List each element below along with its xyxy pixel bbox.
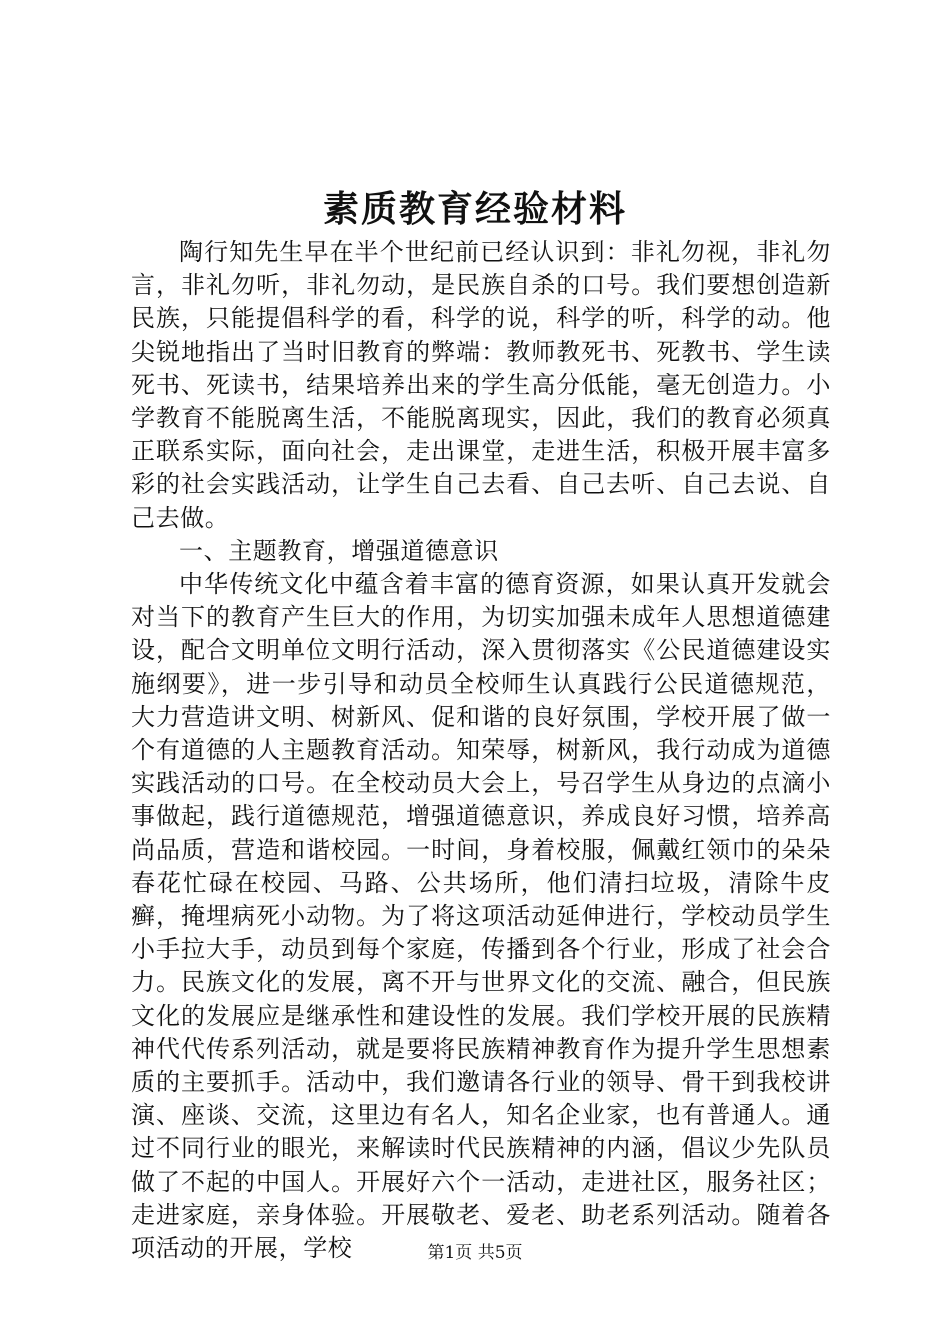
section-heading-1: 一、主题教育，增强道德意识 <box>179 536 499 565</box>
paragraph-intro: 陶行知先生早在半个世纪前已经认识到：非礼勿视，非礼勿言，非礼勿听，非礼勿动，是民族自杀的口号。我们要想创造新民族，只能提倡科学的看，科学的说，科学的听，科学的动。他尖锐地指出了当时旧教育的弊端：教师教死书、死教书、学生读死书、死读书，结果培养出来的学生高分低能，毫无创造力。小学教育不能脱离生活，不能脱离现实，因此，我们的教育必须真正联系实际，面向社会，走出课堂，走进生活，积极开展丰富多彩的社会实践活动，让学生自己去看、自己去听、自己去说、自己去做。 <box>131 238 831 532</box>
document-title: 素质教育经验材料 <box>322 188 627 230</box>
paragraph-section-1: 中华传统文化中蕴含着丰富的德育资源，如果认真开发就会对当下的教育产生巨大的作用，为切实加强未成年人思想道德建设，配合文明单位文明行活动，深入贯彻落实《公民道德建设实施纲要》，进一步引导和动员全校师生认真践行公民道德规范，大力营造讲文明、树新风、促和谐的良好氛围，学校开展了做一个有道德的人主题教育活动。知荣辱，树新风，我行动成为道德实践活动的口号。在全校动员大会上，号召学生从身边的点滴小事做起，践行道德规范，增强道德意识，养成良好习惯，培养高尚品质，营造和谐校园。一时间，身着校服，佩戴红领巾的朵朵春花忙碌在校园、马路、公共场所，他们清扫垃圾，清除牛皮癣，掩埋病死小动物。为了将这项活动延伸进行，学校动员学生小手拉大手，动员到每个家庭，传播到各个行业，形成了社会合力。民族文化的发展，离不开与世界文化的交流、融合，但民族文化的发展应是继承性和建设性的发展。我们学校开展的民族精神代代传系列活动，就是要将民族精神教育作为提升学生思想素质的主要抓手。活动中，我们邀请各行业的领导、骨干到我校讲演、座谈、交流，这里边有名人，知名企业家，也有普通人。通过不同行业的眼光，来解读时代民族精神的内涵，倡议少先队员做了不起的中国人。开展好六个一活动，走进社区，服务社区；走进家庭，亲身体验。开展敬老、爱老、助老系列活动。随着各项活动的开展，学校 <box>131 570 831 1263</box>
page-number-footer: 第1页 共5页 <box>427 1243 523 1263</box>
document-body <box>131 236 831 1265</box>
